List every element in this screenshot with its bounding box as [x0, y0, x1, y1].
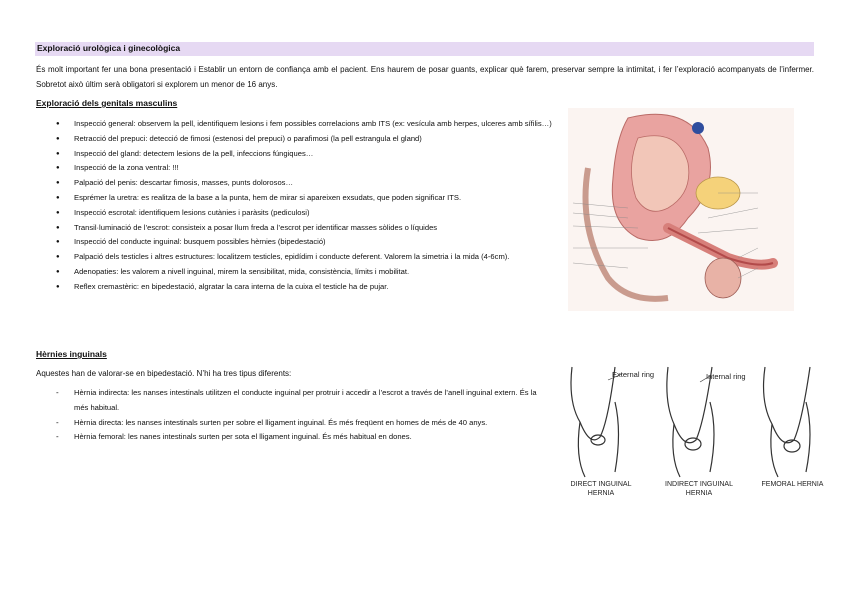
list-item: ● Inspecció de la zona ventral: !!!: [36, 161, 558, 176]
list-item: ● Inspecció del gland: detectem lesions de la pell, infeccions fúngiques…: [36, 147, 558, 162]
list-item: ● Inspecció general: observem la pell, identifiquem lesions i fem possibles correlacions amb ITS (ex: vesícula amb herpes, ulceres amb sífilis…): [36, 117, 558, 132]
section-heading-male-genitals: Exploració dels genitals masculins: [36, 98, 178, 108]
external-ring-label: External ring: [612, 370, 655, 379]
list-item: ● Transil·luminació de l’escrot: consisteix a posar llum freda a l’escrot per identificar masses sòlides o líquides: [36, 221, 558, 236]
direct-hernia-caption: DIRECT INGUINAL HERNIA: [570, 481, 632, 497]
page-title: Exploració urològica i ginecològica: [37, 43, 181, 53]
list-item: ● Reflex cremastèric: en bipedestació, algratar la cara interna de la cuixa el testicle ha de pujar.: [36, 280, 558, 295]
indirect-hernia-caption: INDIRECT INGUINAL HERNIA: [665, 481, 733, 497]
hernia-types-list: [36, 386, 548, 445]
intro-paragraph: És molt important fer una bona presentació i Establir un entorn de confiança amb el pacient. Ens haurem de posar guants, explicar què farem, preservar sempre la intimitat, i fer l’exploració acompanyats de l’infermer. Sobretot això últim serà obligatori si explorem un menor de 16 anys.: [36, 65, 814, 89]
male-pelvis-anatomy-figure: [568, 108, 794, 311]
list-item: ● Esprémer la uretra: es realitza de la base a la punta, hem de mirar si apareixen exsudats, que poden significar ITS.: [36, 191, 558, 206]
list-item: - Hèrnia indirecta: les nanses intestinals utilitzen el conducte inguinal per protruir i accedir a l’escrot a través de l’anell inguinal extern. És la més habitual.: [36, 386, 548, 416]
title-bar: [35, 42, 814, 56]
section-heading-hernias: Hèrnies inguinals: [36, 349, 107, 359]
male-exam-list: [36, 117, 558, 295]
list-item: ● Inspecció escrotal: identifiquem lesions cutànies i paràsits (pediculosi): [36, 206, 558, 221]
list-item: ● Retracció del prepuci: detecció de fimosi (estenosi del prepuci) o parafimosi (la pell estrangula el gland): [36, 132, 558, 147]
femoral-hernia-caption: FEMORAL HERNIA: [761, 481, 824, 488]
list-item: - Hèrnia directa: les nanses intestinals surten per sobre el lligament inguinal. És més freqüent en homes de més de 40 anys.: [36, 416, 548, 431]
internal-ring-label: Internal ring: [706, 372, 746, 381]
list-item: ● Palpació del penis: descartar fimosis, masses, punts dolorosos…: [36, 176, 558, 191]
list-item: ● Adenopaties: les valorem a nivell inguinal, mirem la sensibilitat, mida, consistència, límits i mobilitat.: [36, 265, 558, 280]
hernia-intro: Aquestes han de valorar-se en bipedestació. N’hi ha tres tipus diferents:: [36, 369, 292, 378]
list-item: ● Inspecció del conducte inguinal: busquem possibles hèrnies (bipedestació): [36, 235, 558, 250]
list-item: ● Palpació dels testicles i altres estructures: localitzem testicles, epidídim i conducte deferent. Valorem la simetria i la mida (4-6cm).: [36, 250, 558, 265]
list-item: - Hèrnia femoral: les nanes intestinals surten per sota el lligament inguinal. És més habitual en dones.: [36, 430, 548, 445]
